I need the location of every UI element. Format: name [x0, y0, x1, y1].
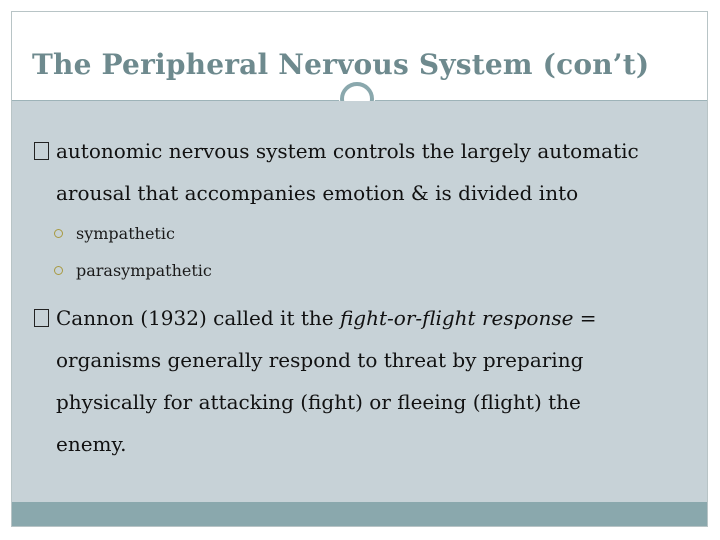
sub-item-label: sympathetic — [76, 224, 175, 243]
circle-bullet-icon — [54, 229, 63, 238]
bullet-text-line — [56, 297, 597, 339]
sub-item-label: parasympathetic — [76, 261, 212, 280]
bullet-continuation-line: physically for attacking (fight) or fleeing (flight) the — [56, 390, 581, 414]
bullet-text-suffix: = — [573, 306, 597, 330]
footer-bar — [12, 502, 707, 526]
bullet-text-prefix: Cannon (1932) called it the — [56, 306, 340, 330]
bullet-continuation-line: organisms generally respond to threat by preparing — [56, 348, 584, 372]
square-bullet-icon — [34, 142, 49, 160]
square-bullet-icon — [34, 309, 49, 327]
sub-item-sympathetic — [54, 223, 354, 245]
bullet-continuation-line: enemy. — [56, 432, 127, 456]
circle-bullet-icon — [54, 266, 63, 275]
emphasis-term: fight-or-flight response — [339, 306, 574, 330]
sub-item-parasympathetic — [54, 260, 354, 282]
slide-title: The Peripheral Nervous System (con’t) — [32, 48, 650, 81]
bullet-continuation-line: arousal that accompanies emotion & is divided into — [56, 181, 579, 205]
bullet-text-line: autonomic nervous system controls the largely automatic — [56, 139, 639, 163]
